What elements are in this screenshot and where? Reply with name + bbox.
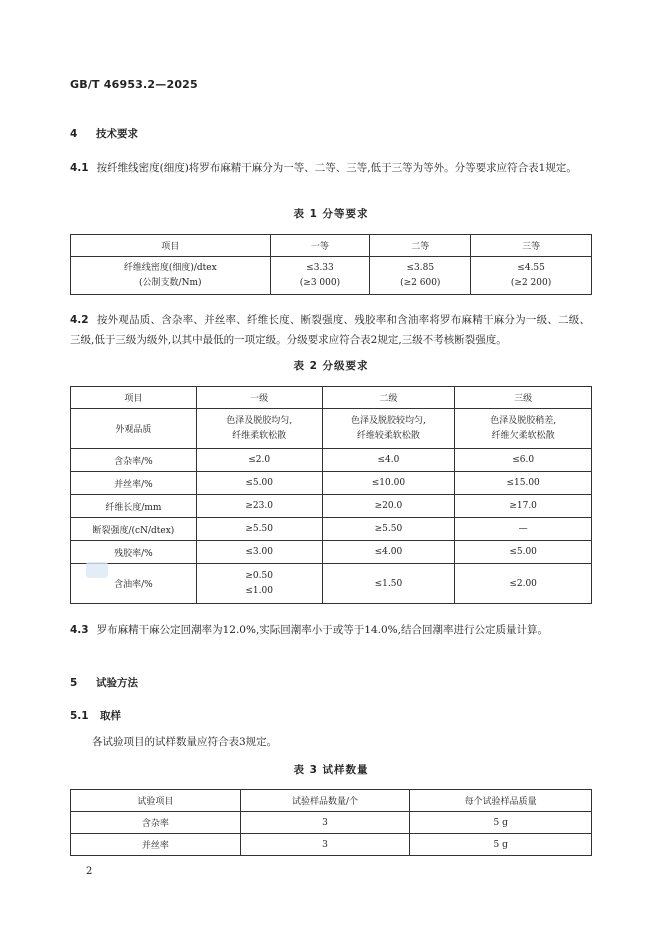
- table-3-header-mass: 每个试验样品质量: [410, 790, 592, 812]
- table-2-row-item: 断裂强度/(cN/dtex): [71, 518, 197, 541]
- table-1-cell-grade2: ≤3.85 (≥2 600): [370, 257, 471, 295]
- table-3-row-count: 3: [240, 812, 410, 834]
- table-2-header-level1: 一级: [196, 387, 322, 409]
- table-2-row-level3: ≤15.00: [455, 472, 592, 495]
- table-2: [70, 386, 592, 604]
- table-2-row-level3: —: [455, 518, 592, 541]
- table-2-row-level2: ≤4.0: [322, 449, 455, 472]
- table-2-oil-level1: ≥0.50 ≤1.00: [196, 564, 322, 604]
- table-2-row-level3: ≤5.00: [455, 541, 592, 564]
- table-2-row-level2: ≤10.00: [322, 472, 455, 495]
- clause-4-1-number: 4.1: [70, 162, 89, 174]
- clause-4-1-text: 按纤维线密度(细度)将罗布麻精干麻分为一等、二等、三等,低于三等为等外。分等要求应符合表1规定。: [96, 162, 577, 174]
- clause-4-2: [70, 310, 590, 350]
- clause-4-3: [70, 620, 590, 640]
- table-3-header-count: 试验样品数量/个: [240, 790, 410, 812]
- table-3-caption: 表 3 试样数量: [293, 764, 369, 776]
- table-2-row-level3: ≤6.0: [455, 449, 592, 472]
- table-row: [71, 541, 592, 564]
- clause-5-1-text: 各试验项目的试样数量应符合表3规定。: [92, 736, 278, 748]
- table-3-row-mass: 5 g: [410, 812, 592, 834]
- table-1-cell-grade1: ≤3.33 (≥3 000): [270, 257, 370, 295]
- table-2-appearance-level1: 色泽及脱胶均匀, 纤维柔软松散: [196, 409, 322, 449]
- table-1-header-grade3: 三等: [471, 235, 592, 257]
- standard-code: GB/T 46953.2—2025: [70, 78, 198, 91]
- table-1-caption: 表 1 分等要求: [293, 208, 369, 220]
- clause-4-3-text: 罗布麻精干麻公定回潮率为12.0%,实际回潮率小于或等于14.0%,结合回潮率进行公定质量计算。: [96, 624, 548, 636]
- table-2-row-level1: ≤3.00: [196, 541, 322, 564]
- table-2-row-level1: ≥23.0: [196, 495, 322, 518]
- section-4-heading: [70, 126, 138, 141]
- faint-watermark-mark: [86, 562, 108, 578]
- table-2-oil-level3: ≤2.00: [455, 564, 592, 604]
- subsection-5-1-number: 5.1: [70, 710, 89, 722]
- clause-4-2-number: 4.2: [70, 314, 89, 326]
- table-row: [71, 834, 592, 856]
- section-4-title: 技术要求: [96, 128, 138, 140]
- table-row: [71, 472, 592, 495]
- subsection-5-1-heading: [70, 708, 121, 723]
- table-2-row-level2: ≥5.50: [322, 518, 455, 541]
- section-5-number: 5: [70, 677, 78, 689]
- clause-4-2-text: 按外观品质、含杂率、并丝率、纤维长度、断裂强度、残胶率和含油率将罗布麻精干麻分为一级、二级、三级,低于三级为级外,以其中最低的一项定级。分级要求应符合表2规定,三级不考核断裂强度。: [70, 314, 590, 346]
- table-2-oil-item: 含油率/%: [71, 564, 197, 604]
- table-2-row-item: 含杂率/%: [71, 449, 197, 472]
- table-1-header-item: 项目: [71, 235, 271, 257]
- table-1-cell-item: 纤维线密度(细度)/dtex (公制支数/Nm): [71, 257, 271, 295]
- section-5-heading: [70, 675, 138, 690]
- table-2-row-level1: ≥5.50: [196, 518, 322, 541]
- table-2-row-level1: ≤5.00: [196, 472, 322, 495]
- table-row: [71, 812, 592, 834]
- clause-4-1: [70, 158, 590, 178]
- table-row: [71, 495, 592, 518]
- table-2-row-level2: ≤4.00: [322, 541, 455, 564]
- table-3-row-count: 3: [240, 834, 410, 856]
- subsection-5-1-title: 取样: [100, 710, 121, 722]
- table-3-row-item: 并丝率: [71, 834, 241, 856]
- table-row: [71, 518, 592, 541]
- table-2-header-item: 项目: [71, 387, 197, 409]
- table-3-row-item: 含杂率: [71, 812, 241, 834]
- table-2-caption: 表 2 分级要求: [293, 360, 369, 372]
- table-3-row-mass: 5 g: [410, 834, 592, 856]
- table-3: [70, 789, 592, 856]
- table-1-cell-grade3: ≤4.55 (≥2 200): [471, 257, 592, 295]
- table-2-appearance-item: 外观品质: [71, 409, 197, 449]
- table-3-header-item: 试验项目: [71, 790, 241, 812]
- table-2-row-level3: ≥17.0: [455, 495, 592, 518]
- table-2-oil-level2: ≤1.50: [322, 564, 455, 604]
- section-5-title: 试验方法: [96, 677, 138, 689]
- table-2-header-level2: 二级: [322, 387, 455, 409]
- table-2-appearance-level2: 色泽及脱胶较均匀, 纤维较柔软松散: [322, 409, 455, 449]
- table-row: [71, 449, 592, 472]
- table-2-row-item: 残胶率/%: [71, 541, 197, 564]
- table-2-appearance-level3: 色泽及脱胶稍差, 纤维欠柔软松散: [455, 409, 592, 449]
- table-1-header-grade1: 一等: [270, 235, 370, 257]
- table-2-row-item: 纤维长度/mm: [71, 495, 197, 518]
- table-1: [70, 234, 592, 295]
- table-2-row-item: 并丝率/%: [71, 472, 197, 495]
- table-2-row-level2: ≥20.0: [322, 495, 455, 518]
- table-2-header-level3: 三级: [455, 387, 592, 409]
- table-1-header-grade2: 二等: [370, 235, 471, 257]
- clause-4-3-number: 4.3: [70, 624, 89, 636]
- page-number: 2: [86, 866, 93, 877]
- table-2-row-level1: ≤2.0: [196, 449, 322, 472]
- section-4-number: 4: [70, 128, 78, 140]
